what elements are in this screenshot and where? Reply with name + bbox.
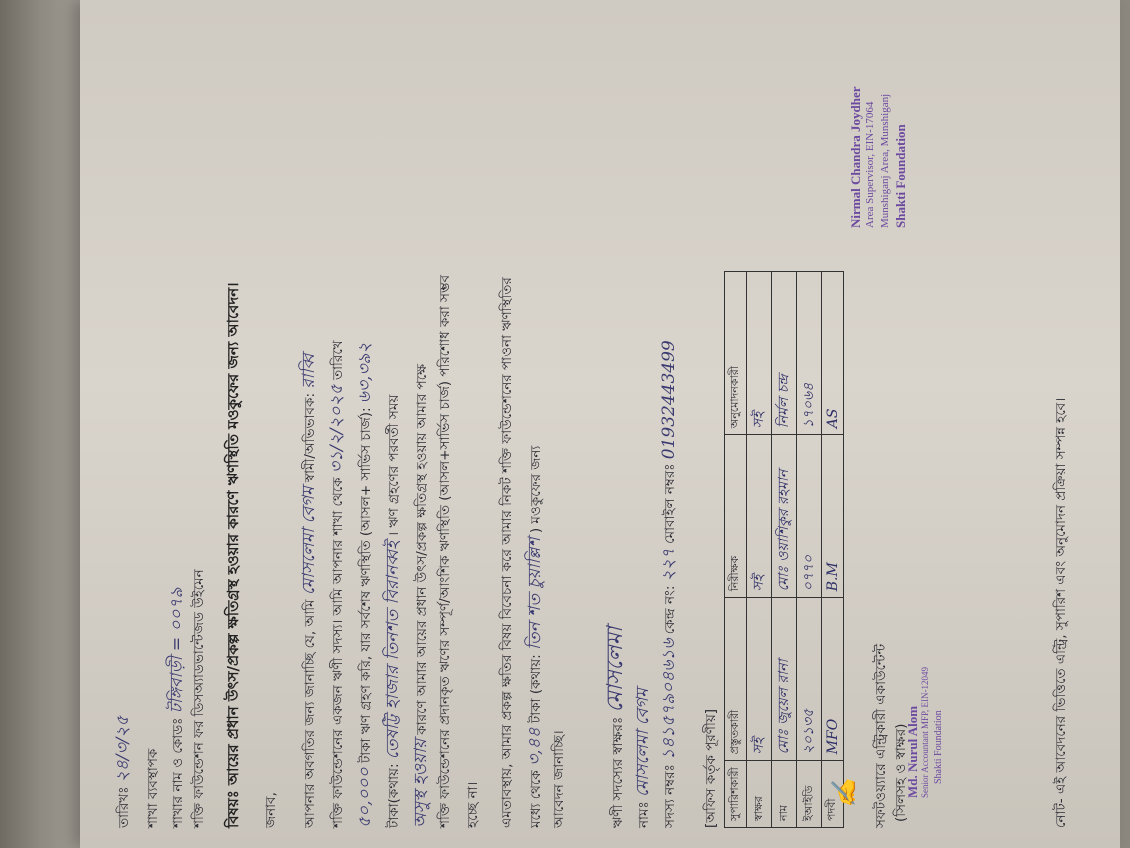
office-caption: [অফিস কর্তৃক পূরণীয়] (703, 708, 719, 828)
subject-line: বিষয়ঃ আয়ের প্রধান উৎস/প্রকল্প ক্ষতিগ্রস্থ হওয়ার কারণে ঋণস্থিতি মওকুফের জন্য আবেদন। (224, 282, 242, 828)
stamp-line: Shakti Foundation (933, 710, 944, 784)
table-row (797, 272, 822, 828)
body-text: টাকা(কথায়: (386, 763, 402, 828)
office-approval-table (724, 271, 844, 828)
table-cell: মোঃ জুয়েল রানা (772, 598, 797, 761)
body-line-10: আবেদন জানাচ্ছি। (551, 730, 567, 828)
waiver-amount: ৩,৪৪ (525, 727, 545, 766)
stamp-line: Munshiganj Area, Munshiganj (879, 93, 891, 228)
body-text: আপনার অবগতির জন্য জানাচ্ছি যে, আমি (302, 599, 318, 828)
row-label: স্বাক্ষর (747, 761, 772, 828)
outstanding-words: তেষট্টি হাজার তিনশত বিরানব্বই (383, 541, 403, 760)
loan-amount: ৫০,০০০ (355, 767, 375, 828)
table-header: প্রস্তুতকারী (725, 598, 747, 761)
member-signature: মোসলেমা (603, 626, 628, 713)
stamp-line: Md. Nurul Alom (905, 705, 920, 798)
applicant-name: মোসলেমা বেগম (299, 486, 319, 596)
table-row (747, 272, 772, 828)
table-cell: ২০১৩৫ (797, 598, 822, 761)
table-header: অনুমোদনকারী (725, 272, 747, 435)
body-text: কারণে আমার আয়ের প্রধান উৎস/প্রকল্প ক্ষতিগ্রস্থ হওয়ায় আমার পক্ষে (414, 363, 430, 735)
body-text: শক্তি ফাউন্ডেশনের একজন ঋণী সদস্য। আমি আপনার শাখা থেকে (330, 477, 346, 828)
row-label: ইআইডি (797, 761, 822, 828)
stamp-line: Nirmal Chandra Joydher (848, 86, 863, 228)
table-cell: AS (822, 272, 844, 435)
org-line: শক্তি ফাউন্ডেশন ফর ডিসঅ্যাডভান্টেজড উইমেন (191, 569, 207, 828)
body-text: তারিখে (330, 340, 346, 381)
loss-reason: অসুস্থ হওয়ায় (411, 738, 431, 828)
member-name: মোসলেমা বেগম (633, 688, 653, 798)
member-id: ১৪১৫৭৯০৪৬১৬ (659, 638, 679, 760)
body-text: স্বামী/অভিভাবক: (302, 393, 318, 483)
table-row (725, 272, 747, 828)
date-value: ২৪/৩/২৫ (113, 715, 133, 783)
mobile-number: 01932443499 (659, 340, 679, 460)
body-line-3 (352, 343, 380, 828)
member-name-label: নামঃ (636, 801, 652, 828)
footer-note: নোট- এই আবেদনের ভিত্তিতে এন্ট্রি, সুপারিশ এবং অনুমোদন প্রক্রিয়া সম্পন্ন হবে। (1053, 397, 1069, 828)
table-cell: মোঃ ওয়াশিকুর রহমান (772, 435, 797, 598)
table-cell: নির্মল চন্দ্র (772, 272, 797, 435)
table-row (772, 272, 797, 828)
recipient-line: শাখা ব্যবস্থাপক (145, 748, 161, 828)
accountant-signature-scrawl: ✍ (830, 778, 858, 808)
document-sheet (80, 0, 1120, 848)
branch-value: টঙ্গিবাড়ী = ০০৭৯ (167, 587, 187, 714)
row-label: পদবী (822, 761, 844, 828)
member-signature-label: ঋণী সদস্যের স্বাক্ষরঃ (610, 716, 626, 828)
body-line-8: এমতাবস্থায়, আমার প্রকল্প ক্ষতির বিষয় বিবেচনা করে আমার নিকট শক্তি ফাউন্ডেশনের পাওনা ঋণস্থিতির (499, 277, 515, 828)
body-line-9 (522, 446, 550, 828)
table-header: নিরীক্ষক (725, 435, 747, 598)
body-text: টাকা (কথায়: (528, 654, 544, 724)
outstanding-value: ৬৩,৩৯২ (355, 342, 375, 404)
body-line-7: হচ্ছে না। (465, 781, 481, 828)
guardian-name: রাব্বি (299, 353, 319, 389)
mobile-label: মোবাইল নম্বরঃ (662, 463, 678, 544)
table-cell: সই (747, 435, 772, 598)
accountant-stamp (906, 667, 945, 798)
stamp-line: Senior Accountant MFP, EIN-12049 (920, 667, 930, 798)
table-row (822, 272, 844, 828)
body-line-4 (380, 395, 408, 828)
table-cell: ০৭৭০ (797, 435, 822, 598)
stamp-line: Area Supervisor, EIN-17064 (864, 101, 876, 228)
center-number: ২২৭ (659, 548, 679, 582)
member-name-line (630, 688, 658, 828)
body-text: ) মওকুফের জন্য (528, 445, 544, 534)
supervisor-stamp (848, 86, 908, 228)
body-text: । ঋণ গ্রহণের পরবর্তী সময় (386, 394, 402, 537)
salutation: জনাব, (263, 792, 279, 828)
table-cell: ১৭০৬৪ (797, 272, 822, 435)
body-line-2 (324, 340, 352, 828)
stamp-line: Shakti Foundation (893, 124, 908, 228)
row-label: নাম (772, 761, 797, 828)
body-text: মধ্যে থেকে (528, 770, 544, 828)
loan-date: ৩১/২/২০২৫ (327, 384, 347, 474)
accountant-role: সফটওয়্যারে এন্ট্রিকারী একাউন্টেন্ট (873, 643, 889, 828)
table-cell: সই (747, 598, 772, 761)
waiver-words: তিন শত চুয়াল্লিশ (525, 537, 545, 650)
table-cell: MFO (822, 598, 844, 761)
body-line-5 (408, 364, 436, 828)
table-header: সুপারিশকারী (725, 761, 747, 828)
body-text: টাকা ঋণ গ্রহণ করি, যার সর্বশেষ ঋণস্থিতি (আসল+ সার্ভিস চার্জ): (358, 407, 374, 764)
body-line-1 (296, 354, 324, 828)
table-cell: B.M (822, 435, 844, 598)
date-label: তারিখঃ (116, 786, 132, 828)
date-line (110, 716, 138, 828)
branch-label: শাখার নাম ও কোডঃ (170, 717, 186, 828)
center-label: কেন্দ্র নং: (662, 585, 678, 635)
member-id-label: সদস্য নম্বরঃ (662, 764, 678, 828)
body-line-6: শক্তি ফাউন্ডেশনের প্রদানকৃত ঋণের সম্পূর্ণ/আংশিক ঋণস্থিতি (আসল+সার্ভিস চার্জ) পরিশোধ করা সম্ভব (437, 274, 453, 828)
accountant-sign-label: (সিলসহ ও স্বাক্ষর) (893, 723, 909, 822)
table-cell: সই (747, 272, 772, 435)
application-page (80, 0, 1120, 848)
member-id-line (656, 340, 684, 828)
